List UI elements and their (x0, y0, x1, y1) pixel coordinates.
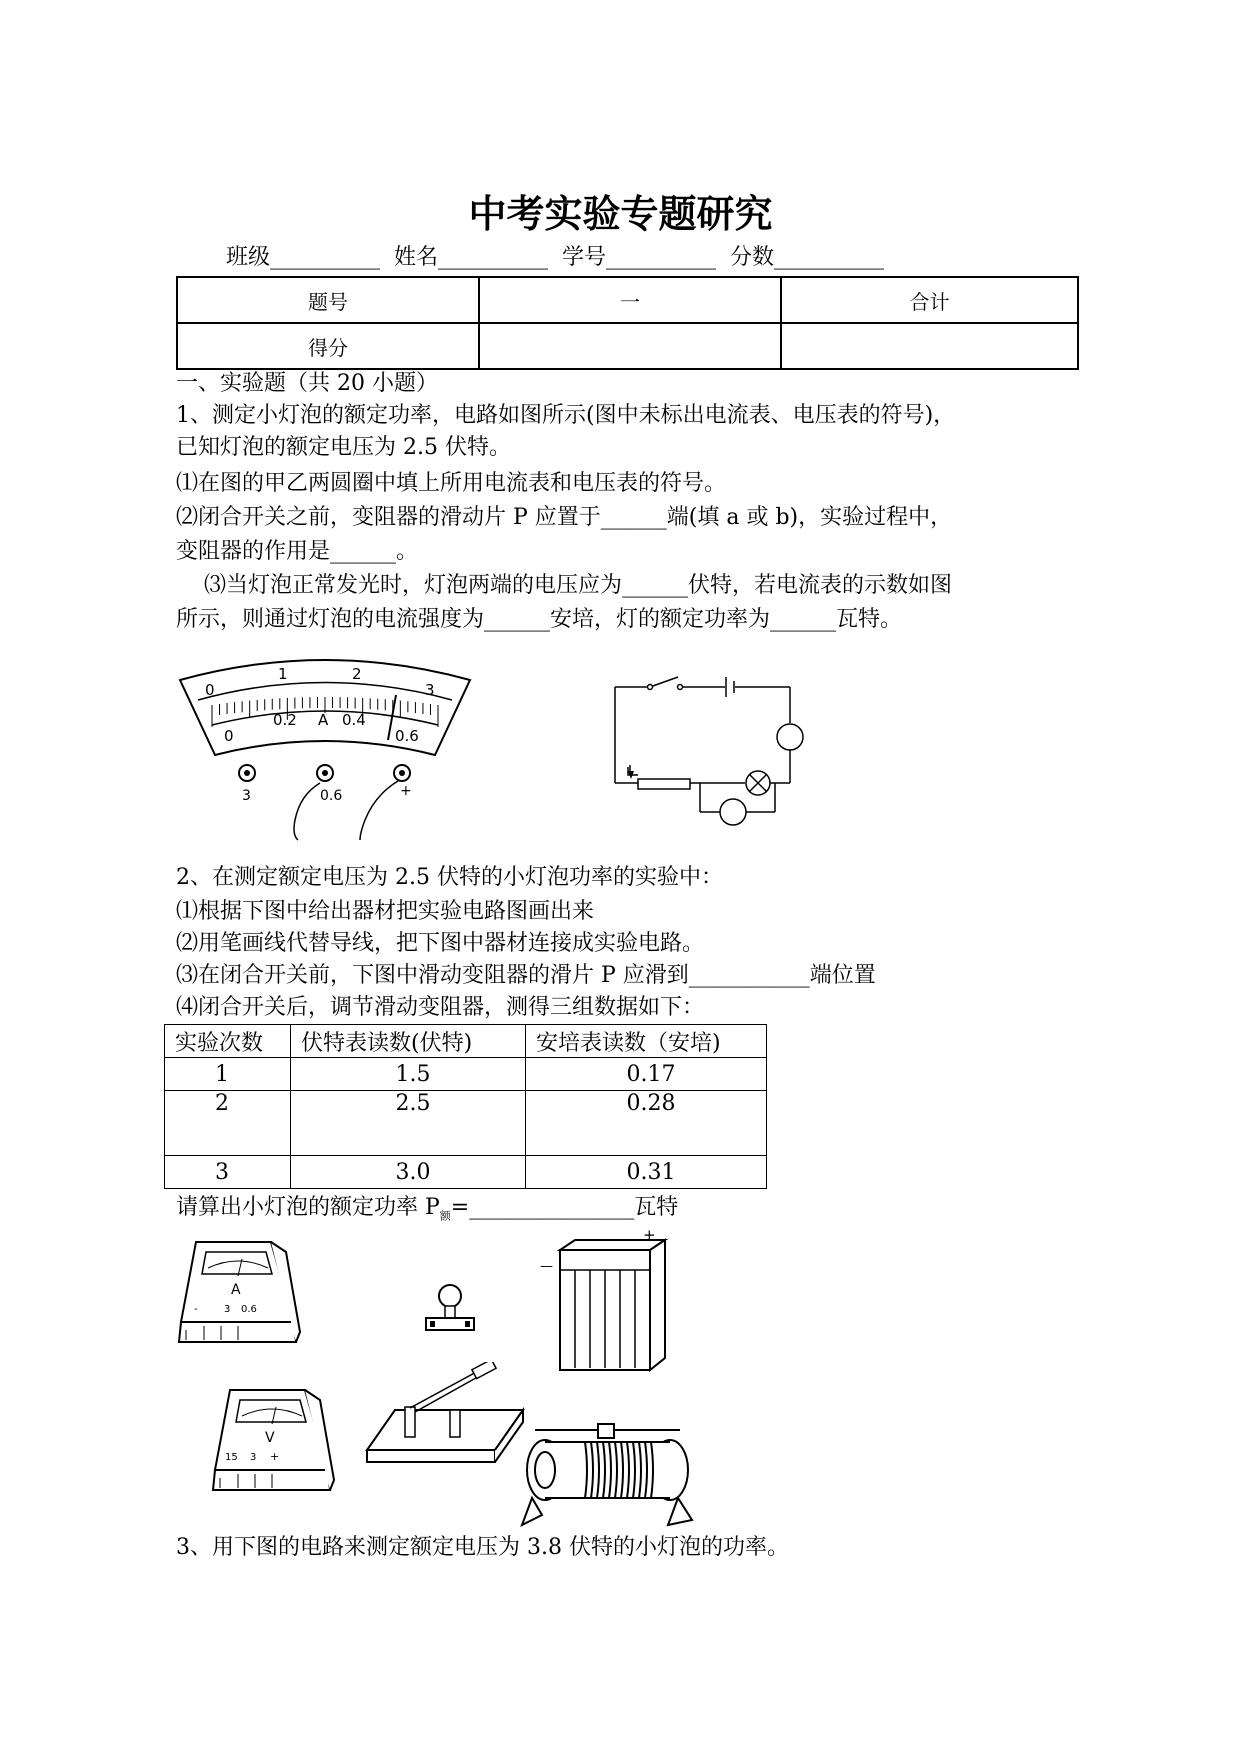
q2-line: ⑷闭合开关后，调节滑动变阻器，测得三组数据如下： (176, 995, 705, 1020)
header-cell: 合计 (781, 277, 1078, 323)
trial-cell: 3 (165, 1156, 291, 1189)
circuit-diagram (600, 665, 820, 845)
wire (360, 781, 398, 840)
q1-line: 所示，则通过灯泡的电流强度为______安培，灯的额定功率为______瓦特。 (176, 607, 903, 632)
q1-line: ⑶当灯泡正常发光时，灯泡两端的电压应为______伏特，若电流表的示数如图 (176, 573, 952, 598)
page-title: 中考实验专题研究 (468, 191, 773, 236)
q1-line: ⑴在图的甲乙两圆圈中填上所用电流表和电压表的符号。 (176, 471, 727, 496)
q2-line: ⑴根据下图中给出器材把实验电路图画出来 (176, 899, 595, 924)
bottom-scale-label: 0 (224, 727, 234, 745)
terminal-label: + (270, 1450, 280, 1463)
top-scale-label: 3 (425, 681, 435, 699)
power-question (176, 1192, 678, 1232)
voltage-cell: 1.5 (291, 1058, 526, 1091)
score-table-row (177, 323, 1078, 369)
current-cell: 0.28 (526, 1091, 767, 1156)
trial-cell: 1 (165, 1058, 291, 1091)
bottom-scale-label: 0.4 (342, 711, 366, 729)
meter-circle-bottom (720, 799, 746, 825)
terminal-label: 0.6 (241, 1304, 257, 1315)
voltmeter-letter: V (265, 1430, 275, 1446)
header-cell: 一 (479, 277, 781, 323)
q3-line: 3、用下图的电路来测定额定电压为 3.8 伏特的小灯泡的功率。 (176, 1535, 789, 1560)
bottom-scale-label: 0.2 (273, 711, 297, 729)
table-row (165, 1058, 767, 1091)
header-cell: 实验次数 (165, 1025, 291, 1058)
terminal-label: 3 (224, 1304, 231, 1315)
q1-line: ⑵闭合开关之前，变阻器的滑动片 P 应置于______端(填 a 或 b)，实验过程中， (176, 505, 953, 530)
top-scale-label: 0 (205, 681, 215, 699)
bottom-scale-label: 0.6 (395, 727, 419, 745)
terminal-label: + (400, 783, 412, 799)
terminal-label: 0.6 (320, 788, 343, 804)
table-row (165, 1156, 767, 1189)
data-table (164, 1024, 767, 1189)
current-cell: 0.31 (526, 1156, 767, 1189)
header-cell: 安培表读数（安培) (526, 1025, 767, 1058)
ammeter-dial-figure (170, 645, 480, 845)
class-field[interactable]: 班级__________ (226, 245, 381, 270)
score-field[interactable]: 分数__________ (730, 245, 885, 270)
score-table-header-row (177, 277, 1078, 323)
terminal-label: 3 (250, 1452, 257, 1463)
q2-line: ⑶在闭合开关前，下图中滑动变阻器的滑片 P 应滑到___________端位置 (176, 963, 876, 988)
student-number-field[interactable]: 学号__________ (562, 245, 717, 270)
header-cell: 伏特表读数(伏特) (291, 1025, 526, 1058)
unit-label: A (318, 711, 329, 729)
meter-circle-top (777, 724, 803, 750)
voltmeter-device (210, 1380, 335, 1500)
terminal-label: - (194, 1304, 198, 1315)
top-scale-label: 2 (352, 665, 362, 683)
battery-minus: — (540, 1259, 553, 1274)
top-scale-label: 1 (278, 665, 288, 683)
score-table (176, 276, 1079, 370)
wire (294, 783, 320, 840)
power-text: 请算出小灯泡的额定功率 P (176, 1195, 440, 1220)
score-cell[interactable] (479, 323, 781, 369)
current-cell: 0.17 (526, 1058, 767, 1091)
student-info (226, 240, 884, 271)
switch-symbol (650, 677, 678, 687)
battery-device (540, 1230, 670, 1375)
name-field[interactable]: 姓名__________ (394, 245, 549, 270)
power-tail: =_______________瓦特 (450, 1195, 679, 1220)
knife-switch-device (365, 1362, 525, 1467)
terminal-label: 3 (242, 788, 251, 804)
voltage-cell: 3.0 (291, 1156, 526, 1189)
q2-line: 2、在测定额定电压为 2.5 伏特的小灯泡功率的实验中： (176, 865, 723, 890)
section-heading: 一、实验题（共 20 小题） (176, 371, 438, 396)
trial-cell: 2 (165, 1091, 291, 1156)
power-subscript: 额 (439, 1209, 451, 1223)
q2-line: ⑵用笔画线代替导线，把下图中器材连接成实验电路。 (176, 931, 705, 956)
ammeter-letter: A (231, 1282, 241, 1298)
row-label-cell: 得分 (177, 323, 479, 369)
total-cell[interactable] (781, 323, 1078, 369)
voltage-cell: 2.5 (291, 1091, 526, 1156)
data-table-header (165, 1025, 767, 1058)
q1-line: 已知灯泡的额定电压为 2.5 伏特。 (176, 435, 511, 460)
battery-plus: + (643, 1230, 656, 1244)
q1-line: 1、测定小灯泡的额定功率，电路如图所示(图中未标出电流表、电压表的符号)， (176, 403, 956, 428)
terminal-label: 15 (225, 1452, 238, 1463)
ammeter-device (176, 1232, 301, 1352)
table-row (165, 1091, 767, 1156)
lamp-device (420, 1278, 480, 1338)
rheostat-symbol (638, 779, 690, 789)
rheostat-device (520, 1420, 695, 1530)
q1-line: 变阻器的作用是______。 (176, 539, 419, 564)
header-cell: 题号 (177, 277, 479, 323)
